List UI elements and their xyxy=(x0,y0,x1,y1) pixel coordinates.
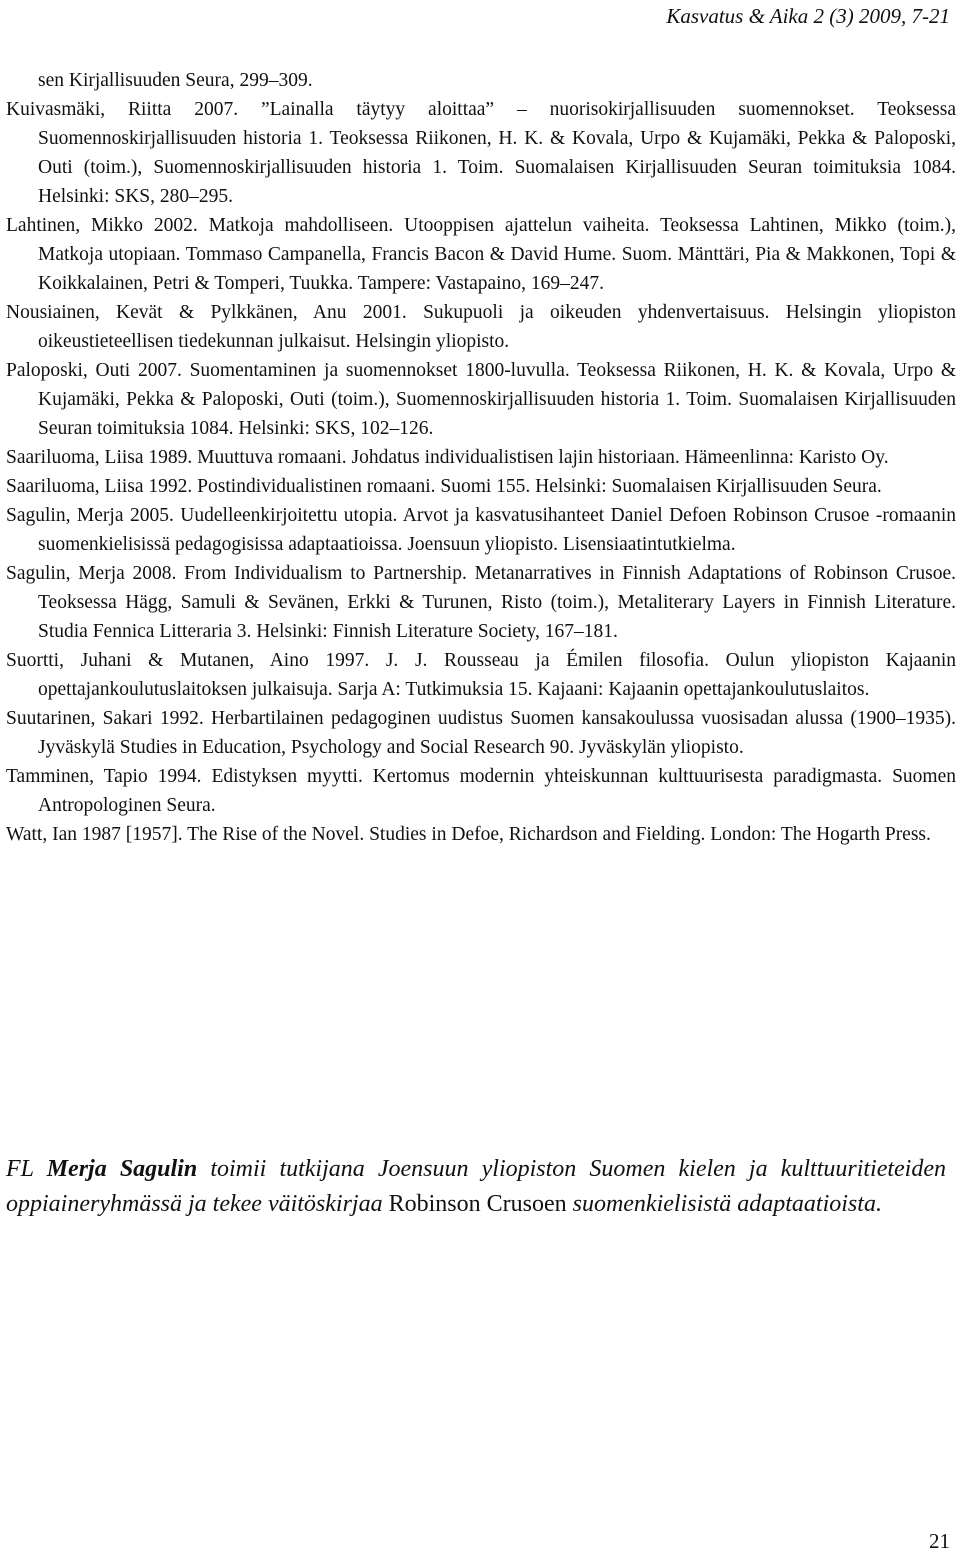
reference-entry: Sagulin, Merja 2008. From Individualism to Partnership. Metanarratives in Finnish Adaptations of Robinson Crusoe. Teoksessa Hägg, Samuli & Sevänen, Erkki & Turunen, Risto (toim.), Metaliterary Layers in Finnish Literature. Studia Fennica Litteraria 3. Helsinki: Finnish Literature Society, 167–181. xyxy=(6,563,956,642)
reference-entry: Tamminen, Tapio 1994. Edistyksen myytti. Kertomus modernin yhteiskunnan kulttuurisesta paradigmasta. Suomen Antropologinen Seura. xyxy=(6,766,956,816)
bio-text: toimii tutkijana Joensuun yliopiston Suomen kielen ja kulttuuritieteiden oppiaineryhmässä ja tekee väitöskirjaa xyxy=(6,1156,947,1217)
reference-entry: Kuivasmäki, Riitta 2007. ”Lainalla täytyy aloittaa” – nuorisokirjallisuuden suomennokset. Teoksessa Suomennoskirjallisuuden historia 1. Teoksessa Riikonen, H. K. & Kovala, Urpo & Kujamäki, Pekka & Paloposki, Outi (toim.), Suomennoskirjallisuuden historia 1. Toim. Suomalaisen Kirjallisuuden Seuran toimituksia 1084. Helsinki: SKS, 280–295. xyxy=(6,99,956,207)
reference-entry: Suortti, Juhani & Mutanen, Aino 1997. J. J. Rousseau ja Émilen filosofia. Oulun yliopiston Kajaanin opettajankoulutuslaitoksen julkaisuja. Sarja A: Tutkimuksia 15. Kajaani: Kajaanin opettajankoulutuslaitos. xyxy=(6,650,956,700)
reference-entry: Paloposki, Outi 2007. Suomentaminen ja suomennokset 1800-luvulla. Teoksessa Riikonen, H. K. & Kovala, Urpo & Kujamäki, Pekka & Paloposki, Outi (toim.), Suomennoskirjallisuuden historia 1. Toim. Suomalaisen Kirjallisuuden Seuran toimituksia 1084. Helsinki: SKS, 102–126. xyxy=(6,360,956,439)
bio-suffix: suomenkielisistä adaptaatioista. xyxy=(566,1191,882,1217)
reference-entry: Watt, Ian 1987 [1957]. The Rise of the Novel. Studies in Defoe, Richardson and Fielding. London: The Hogarth Press. xyxy=(6,824,931,845)
page-number: 21 xyxy=(929,1529,950,1553)
author-name: Merja Sagulin xyxy=(46,1156,198,1182)
reference-entry: Saariluoma, Liisa 1989. Muuttuva romaani. Johdatus individualistisen lajin historiaan. Hämeenlinna: Karisto Oy. xyxy=(6,447,889,468)
reference-entry: Lahtinen, Mikko 2002. Matkoja mahdolliseen. Utooppisen ajattelun vaiheita. Teoksessa Lahtinen, Mikko (toim.), Matkoja utopiaan. Tommaso Campanella, Francis Bacon & David Hume. Suom. Mänttäri, Pia & Makkonen, Topi & Koikkalainen, Petri & Tomperi, Tuukka. Tampere: Vastapaino, 169–247. xyxy=(6,215,956,294)
reference-entry: Saariluoma, Liisa 1992. Postindividualistinen romaani. Suomi 155. Helsinki: Suomalaisen Kirjallisuuden Seura. xyxy=(6,476,882,497)
book-title: Robinson Crusoen xyxy=(388,1191,567,1217)
reference-entry: sen Kirjallisuuden Seura, 299–309. xyxy=(38,70,313,91)
author-bio xyxy=(6,1152,946,1222)
reference-list xyxy=(6,66,956,849)
journal-header: Kasvatus & Aika 2 (3) 2009, 7-21 xyxy=(666,4,950,28)
reference-entry: Sagulin, Merja 2005. Uudelleenkirjoitettu utopia. Arvot ja kasvatusihanteet Daniel Defoen Robinson Crusoe -romaanin suomenkielisissä pedagogisissa adaptaatioissa. Joensuun yliopisto. Lisensiaatintutkielma. xyxy=(6,505,956,555)
reference-entry: Nousiainen, Kevät & Pylkkänen, Anu 2001. Sukupuoli ja oikeuden yhdenvertaisuus. Helsingin yliopiston oikeustieteellisen tiedekunnan julkaisut. Helsingin yliopisto. xyxy=(6,302,956,352)
bio-prefix: FL xyxy=(6,1156,47,1182)
reference-entry: Suutarinen, Sakari 1992. Herbartilainen pedagoginen uudistus Suomen kansakoulussa vuosisadan alussa (1900–1935). Jyväskylä Studies in Education, Psychology and Social Research 90. Jyväskylän yliopisto. xyxy=(6,708,956,758)
